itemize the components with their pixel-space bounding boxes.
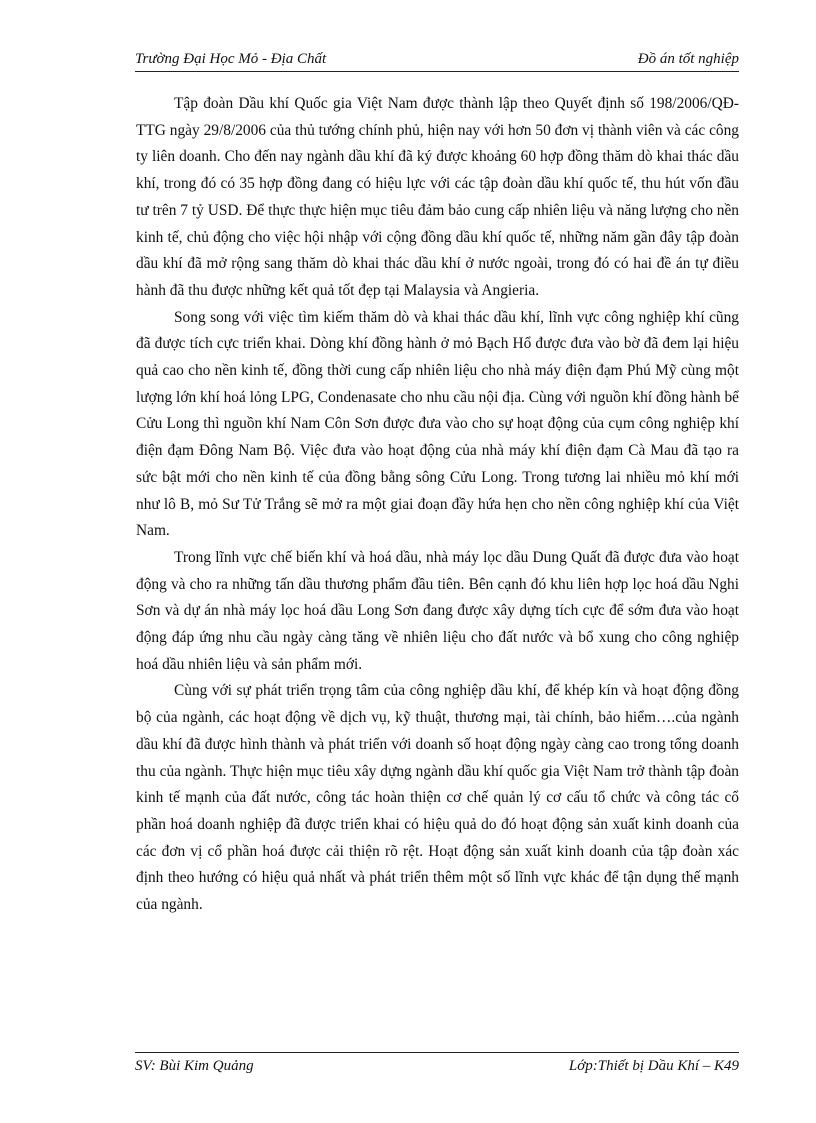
body-text [136, 91, 739, 919]
paragraph-4: Cùng với sự phát triển trọng tâm của công nghiệp dầu khí, để khép kín và hoạt động đồng bộ của ngành, các hoạt động về dịch vụ, kỹ thuật, thương mại, tài chính, bảo hiểm….của ngành dầu khí đã được hình thành và phát triển với doanh số hoạt động ngày càng cao trong tổng doanh thu của ngành. Thực hiện mục tiêu xây dựng ngành dầu khí quốc gia Việt Nam trở thành tập đoàn kinh tế mạnh của đất nước, công tác hoàn thiện cơ chế quản lý cơ cấu tổ chức và công tác cổ phần hoá doanh nghiệp đã được triển khai có hiệu quả do đó hoạt động sản xuất kinh doanh của các đơn vị cổ phần hoá được cải thiện rõ rệt. Hoạt động sản xuất kinh doanh của tập đoàn xác định theo hướng có hiệu quả nhất và phát triển thêm một số lĩnh vực khác để tận dụng thế mạnh của ngành. [136, 682, 739, 914]
header-school-name: Trường Đại Học Mỏ - Địa Chất [135, 51, 327, 67]
footer-student-name: SV: Bùi Kim Quảng [135, 1058, 254, 1074]
page-header [135, 49, 739, 72]
paragraph-1: Tập đoàn Dầu khí Quốc gia Việt Nam được thành lập theo Quyết định số 198/2006/QĐ-TTG ngày 29/8/2006 của thủ tướng chính phủ, hiện nay với hơn 50 đơn vị thành viên và các công ty liên doanh. Cho đến nay ngành dầu khí đã ký được khoảng 60 hợp đồng thăm dò khai thác dầu khí, trong đó có 35 hợp đồng đang có hiệu lực với các tập đoàn dầu khí quốc tế, thu hút vốn đầu tư trên 7 tỷ USD. Để thực thực hiện mục tiêu đảm bảo cung cấp nhiên liệu và năng lượng cho nền kinh tế, chủ động cho việc hội nhập với cộng đồng dầu khí quốc tế, những năm gần đây tập đoàn dầu khí đã mở rộng sang thăm dò khai thác dầu khí ở nước ngoài, trong đó có hai đề án tự điều hành đã thu được những kết quả tốt đẹp tại Malaysia và Angieria. [136, 95, 739, 299]
paragraph-2: Song song với việc tìm kiếm thăm dò và khai thác dầu khí, lĩnh vực công nghiệp khí cũng đã được tích cực triển khai. Dòng khí đồng hành ở mỏ Bạch Hổ được đưa vào bờ đã đem lại hiệu quả cao cho nền kinh tế, đồng thời cung cấp nhiên liệu cho nhà máy điện đạm Phú Mỹ cùng một lượng lớn khí hoá lỏng LPG, Condenasate cho nhu cầu nội địa. Cùng với nguồn khí đồng hành bể Cửu Long thì nguồn khí Nam Côn Sơn được đưa vào cho sự hoạt động của cụm công nghiệp khí điện đạm Đông Nam Bộ. Việc đưa vào hoạt động của nhà máy khí điện đạm Cà Mau đã tạo ra sức bật mới cho nền kinh tế của đồng bằng sông Cửu Long. Trong tương lai nhiều mỏ khí mới như lô B, mỏ Sư Tử Trắng sẽ mở ra một giai đoạn đầy hứa hẹn cho nền công nghiệp khí của Việt Nam. [136, 308, 739, 540]
footer-class-name: Lớp:Thiết bị Dầu Khí – K49 [568, 1058, 739, 1074]
paragraph-3: Trong lĩnh vực chế biến khí và hoá dầu, nhà máy lọc dầu Dung Quất đã được đưa vào hoạt động và cho ra những tấn dầu thương phẩm đầu tiên. Bên cạnh đó khu liên hợp lọc hoá dầu Nghi Sơn và dự án nhà máy lọc hoá dầu Long Sơn đang được xây dựng tích cực để sớm đưa vào hoạt động đáp ứng nhu cầu ngày càng tăng về nhiên liệu cho đất nước và bổ xung cho công nghiệp hoá dầu nhiên liệu và sản phẩm mới. [136, 548, 739, 673]
page-footer [135, 1052, 739, 1077]
header-document-type: Đồ án tốt nghiệp [637, 51, 739, 67]
